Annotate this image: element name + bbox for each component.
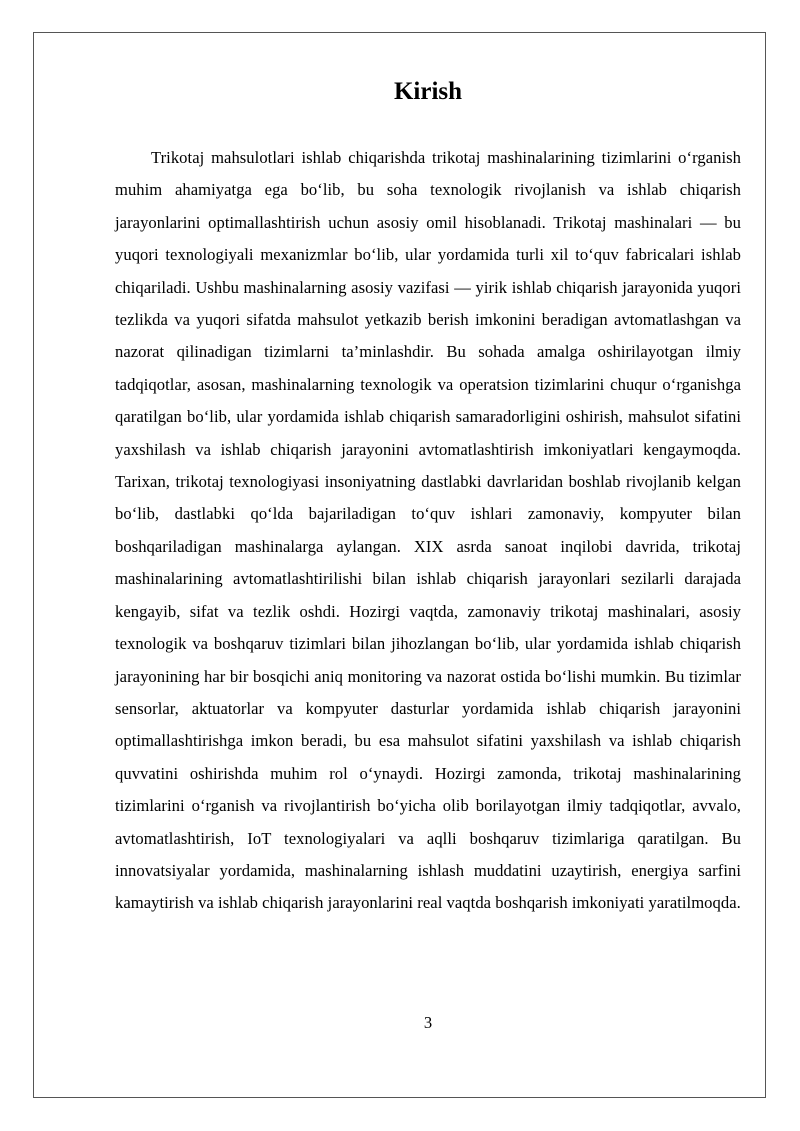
page-number: 3 <box>423 1013 433 1032</box>
body-paragraph: Trikotaj mahsulotlari ishlab chiqarishda trikotaj mashinalarining tizimlarini o‘rganish muhim ahamiyatga ega bo‘lib, bu soha texnologik rivojlanish va ishlab chiqarish jarayonlarini optimallashtirish uchun asosiy omil hisoblanadi. Trikotaj mashinalari — bu yuqori texnologiyali mexanizmlar bo‘lib, ular yordamida turli xil to‘quv fabricalari ishlab chiqariladi. Ushbu mashinalarning asosiy vazifasi — yirik ishlab chiqarish jarayonida yuqori tezlikda va yuqori sifatda mahsulot yetkazib berish imkonini beradigan avtomatlashgan va nazorat qilinadigan tizimlarni ta’minlashdir. Bu sohada amalga oshirilayotgan ilmiy tadqiqotlar, asosan, mashinalarning texnologik va operatsion tizimlarini chuqur o‘rganishga qaratilgan bo‘lib, ular yordamida ishlab chiqarish samaradorligini oshirish, mahsulot sifatini yaxshilash va ishlab chiqarish jarayonini avtomatlashtirish imkoniyatlari kengaymoqda. Tarixan, trikotaj texnologiyasi insoniyatning dastlabki davrlaridan boshlab rivojlanib kelgan bo‘lib, dastlabki qo‘lda bajariladigan to‘quv ishlari zamonaviy, kompyuter bilan boshqariladigan mashinalarga aylangan. XIX asrda sanoat inqilobi davrida, trikotaj mashinalarining avtomatlashtirilishi bilan ishlab chiqarish jarayonlari sezilarli darajada kengayib, sifat va tezlik oshdi. Hozirgi vaqtda, zamonaviy trikotaj mashinalari, asosiy texnologik va boshqaruv tizimlari bilan jihozlangan bo‘lib, ular yordamida ishlab chiqarish jarayonining har bir bosqichi aniq monitoring va nazorat ostida bo‘lishi mumkin. Bu tizimlar sensorlar, aktuatorlar va kompyuter dasturlar yordamida ishlab chiqarish jarayonini optimallashtirishga imkon beradi, bu esa mahsulot sifatini yaxshilash va ishlab chiqarish quvvatini oshirishda muhim rol o‘ynaydi. Hozirgi zamonda, trikotaj mashinalarining tizimlarini o‘rganish va rivojlantirish bo‘yicha olib borilayotgan ilmiy tadqiqotlar, avvalo, avtomatlashtirish, IoT texnologiyalari va aqlli boshqaruv tizimlariga qaratilgan. Bu innovatsiyalar yordamida, mashinalarning ishlash muddatini uzaytirish, energiya sarfini kamaytirish va ishlab chiqarish jarayonlarini real vaqtda boshqarish imkoniyati yaratilmoqda. <box>115 148 741 913</box>
page-title: Kirish <box>393 78 463 105</box>
